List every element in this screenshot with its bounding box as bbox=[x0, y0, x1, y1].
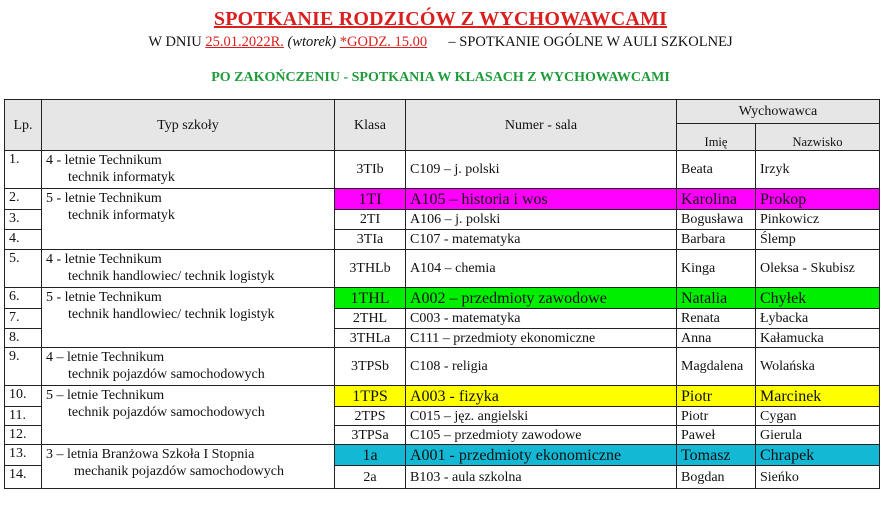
school-type-line2: technik handlowiec/ technik logistyk bbox=[68, 269, 275, 284]
class-cell: 3THLb bbox=[335, 250, 406, 288]
first-name-cell: Piotr bbox=[677, 386, 756, 407]
first-name-cell: Magdalena bbox=[677, 348, 756, 386]
class-cell: 1TI bbox=[335, 189, 406, 210]
school-type-line2: technik informatyk bbox=[68, 170, 175, 185]
school-type-line1: 5 – letnie Technikum bbox=[46, 388, 165, 403]
room-cell: B103 - aula szkolna bbox=[406, 466, 677, 489]
row-lp: 6. bbox=[5, 288, 42, 309]
row-lp: 9. bbox=[5, 348, 42, 386]
last-name-cell: Sieńko bbox=[756, 466, 880, 489]
row-lp: 1. bbox=[5, 151, 42, 189]
school-type-line1: 4 - letnie Technikum bbox=[46, 252, 162, 267]
meeting-weekday: (wtorek) bbox=[287, 34, 337, 50]
class-cell: 2TI bbox=[335, 210, 406, 230]
first-name-cell: Bogdan bbox=[677, 466, 756, 489]
class-cell: 1a bbox=[335, 445, 406, 466]
first-name-cell: Bogusława bbox=[677, 210, 756, 230]
room-cell: A002 – przedmioty zawodowe bbox=[406, 288, 677, 309]
room-cell: C108 - religia bbox=[406, 348, 677, 386]
last-name-cell: Kałamucka bbox=[756, 329, 880, 348]
last-name-cell: Prokop bbox=[756, 189, 880, 210]
table-row bbox=[5, 189, 880, 210]
class-cell: 3THLa bbox=[335, 329, 406, 348]
class-cell: 1TPS bbox=[335, 386, 406, 407]
first-name-cell: Beata bbox=[677, 151, 756, 189]
room-cell: C111 – przedmioty ekonomiczne bbox=[406, 329, 677, 348]
first-name-cell: Piotr bbox=[677, 407, 756, 426]
row-lp: 14. bbox=[5, 466, 42, 489]
school-type-line2: technik informatyk bbox=[68, 208, 175, 223]
school-type-cell bbox=[42, 288, 335, 348]
room-cell: C015 – jęz. angielski bbox=[406, 407, 677, 426]
school-type-line1: 3 – letnia Branżowa Szkoła I Stopnia bbox=[46, 447, 255, 462]
class-cell: 2TPS bbox=[335, 407, 406, 426]
row-lp: 5. bbox=[5, 250, 42, 288]
table-row bbox=[5, 288, 880, 309]
school-type-line2: technik pojazdów samochodowych bbox=[68, 367, 265, 382]
first-name-cell: Paweł bbox=[677, 426, 756, 445]
last-name-cell: Gierula bbox=[756, 426, 880, 445]
last-name-cell: Łybacka bbox=[756, 309, 880, 329]
room-cell: C109 – j. polski bbox=[406, 151, 677, 189]
school-type-cell bbox=[42, 151, 335, 189]
header-tutor: Wychowawca bbox=[677, 100, 880, 124]
class-cell: 1THL bbox=[335, 288, 406, 309]
class-cell: 3TPSa bbox=[335, 426, 406, 445]
meeting-table bbox=[4, 99, 880, 489]
row-lp: 2. bbox=[5, 189, 42, 210]
meeting-date: 25.01.2022R. bbox=[205, 34, 284, 50]
room-cell: A104 – chemia bbox=[406, 250, 677, 288]
school-type-cell bbox=[42, 386, 335, 445]
first-name-cell: Natalia bbox=[677, 288, 756, 309]
first-name-cell: Renata bbox=[677, 309, 756, 329]
row-lp: 7. bbox=[5, 309, 42, 329]
table-row bbox=[5, 348, 880, 386]
class-cell: 3TPSb bbox=[335, 348, 406, 386]
date-prefix: W DNIU bbox=[148, 34, 202, 50]
header-school-type: Typ szkoły bbox=[42, 100, 335, 151]
school-type-line2: technik pojazdów samochodowych bbox=[68, 405, 265, 420]
row-lp: 8. bbox=[5, 329, 42, 348]
table-row bbox=[5, 151, 880, 189]
table-row bbox=[5, 445, 880, 466]
row-lp: 4. bbox=[5, 230, 42, 250]
school-type-cell bbox=[42, 348, 335, 386]
school-type-line1: 4 – letnie Technikum bbox=[46, 350, 165, 365]
header-room: Numer - sala bbox=[406, 100, 677, 151]
row-lp: 12. bbox=[5, 426, 42, 445]
header-class: Klasa bbox=[335, 100, 406, 151]
room-cell: C003 - matematyka bbox=[406, 309, 677, 329]
header-lp: Lp. bbox=[5, 100, 42, 151]
class-cell: 2THL bbox=[335, 309, 406, 329]
last-name-cell: Chyłek bbox=[756, 288, 880, 309]
school-type-cell bbox=[42, 189, 335, 250]
last-name-cell: Cygan bbox=[756, 407, 880, 426]
row-lp: 11. bbox=[5, 407, 42, 426]
school-type-line1: 5 - letnie Technikum bbox=[46, 290, 162, 305]
school-type-line2: mechanik pojazdów samochodowych bbox=[74, 464, 284, 479]
general-meeting-note: – SPOTKANIE OGÓLNE W AULI SZKOLNEJ bbox=[448, 34, 733, 50]
room-cell: A106 – j. polski bbox=[406, 210, 677, 230]
after-meeting-note: PO ZAKOŃCZENIU - SPOTKANIA W KLASACH Z WYCHOWAWCAMI bbox=[211, 70, 670, 85]
room-cell: C107 - matematyka bbox=[406, 230, 677, 250]
row-lp: 13. bbox=[5, 445, 42, 466]
class-cell: 2a bbox=[335, 466, 406, 489]
room-cell: A105 – historia i wos bbox=[406, 189, 677, 210]
first-name-cell: Kinga bbox=[677, 250, 756, 288]
school-type-line1: 5 - letnie Technikum bbox=[46, 191, 162, 206]
meeting-info-line bbox=[0, 34, 881, 51]
last-name-cell: Ślemp bbox=[756, 230, 880, 250]
class-cell: 3TIb bbox=[335, 151, 406, 189]
school-type-line1: 4 - letnie Technikum bbox=[46, 153, 162, 168]
table-row bbox=[5, 250, 880, 288]
page-title: SPOTKANIE RODZICÓW Z WYCHOWAWCAMI bbox=[213, 8, 668, 30]
school-type-cell bbox=[42, 445, 335, 489]
school-type-cell bbox=[42, 250, 335, 288]
last-name-cell: Chrapek bbox=[756, 445, 880, 466]
room-cell: A003 - fizyka bbox=[406, 386, 677, 407]
room-cell: A001 - przedmioty ekonomiczne bbox=[406, 445, 677, 466]
first-name-cell: Karolina bbox=[677, 189, 756, 210]
last-name-cell: Wolańska bbox=[756, 348, 880, 386]
row-lp: 10. bbox=[5, 386, 42, 407]
class-cell: 3TIa bbox=[335, 230, 406, 250]
room-cell: C105 – przedmioty zawodowe bbox=[406, 426, 677, 445]
table-row bbox=[5, 386, 880, 407]
last-name-cell: Irzyk bbox=[756, 151, 880, 189]
row-lp: 3. bbox=[5, 210, 42, 230]
first-name-cell: Tomasz bbox=[677, 445, 756, 466]
meeting-time: *GODZ. 15.00 bbox=[339, 34, 428, 50]
first-name-cell: Anna bbox=[677, 329, 756, 348]
header-first-name: Imię bbox=[677, 124, 756, 151]
last-name-cell: Marcinek bbox=[756, 386, 880, 407]
school-type-line2: technik handlowiec/ technik logistyk bbox=[68, 307, 275, 322]
last-name-cell: Oleksa - Skubisz bbox=[756, 250, 880, 288]
last-name-cell: Pinkowicz bbox=[756, 210, 880, 230]
header-last-name: Nazwisko bbox=[756, 124, 880, 151]
first-name-cell: Barbara bbox=[677, 230, 756, 250]
